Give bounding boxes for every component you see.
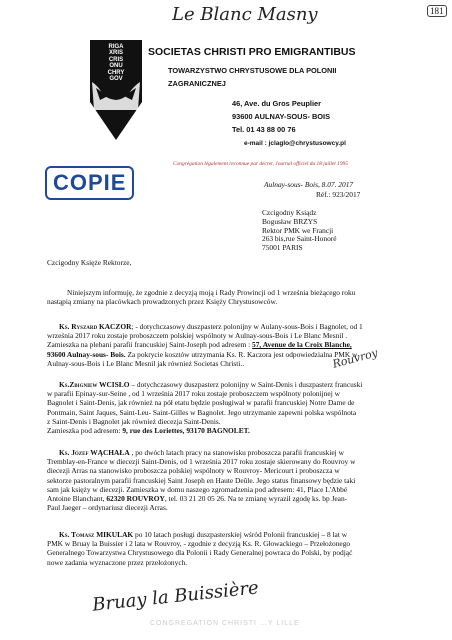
body-text: Zamieszka pod adresem:: [47, 426, 123, 436]
body-text: Za pokrycie kosztów utrzymania Ks. R. Kaczora jest odpowiedzialna PMK w: [125, 349, 358, 359]
logo-text: RIGA: [108, 44, 124, 50]
logo-text: XRIS: [108, 50, 123, 57]
body-line: nowe zadania wyznaczone przez przełożonych.: [47, 557, 188, 567]
body-text: ; - dotychczasowy duszpasterz polonijny w Aulany-sous-Bois i Bagnolet, od 1: [131, 322, 363, 331]
polish-name-line-1: TOWARZYSTWO CHRYSTUSOWE DLA POLONII: [168, 66, 337, 75]
body-text: Zamieszka na plebani parafii francuskiej Saint-Joseph pod adresem :: [47, 340, 251, 350]
priest-name: Ks. Tomasz MIKULAK: [59, 530, 134, 539]
recipient-line: Bogusław BRZYS: [262, 216, 318, 226]
recipient-line: Czcigodny Ksiądz: [262, 208, 317, 217]
date-line: Aulnay-sous- Bois, 8.07. 2017: [264, 180, 354, 189]
polish-name-line-2: ZAGRANICZNEJ: [168, 79, 226, 88]
address-line: 46, Ave. du Gros Peuplier: [232, 99, 321, 108]
handwritten-top-note: Le Blanc Masny: [172, 4, 318, 25]
congregation-logo: [86, 40, 146, 140]
faint-stamp: CONGREGATION CHRISTI …Y LILLE: [150, 620, 300, 627]
body-line: sam jak księży w diecezji. Zamieszka w domu naszego zgromadzenia pod adresem: 41, Place L'Abbé: [47, 484, 348, 494]
body-line: PMK w Bruay la Buissier i 2 lata w Rouvroy, - zgodnie z decyzją Ks. R. Głowackiego – Przełożonego: [47, 539, 351, 549]
body-text: Antoine Blanchant,: [47, 494, 107, 504]
body-line: Tremblay-en-France w diecezji Saint-Denis, od 1 września 2017 roku zostaje skierowany do Rouvroy w: [47, 457, 356, 467]
logo-text: CRIS: [108, 56, 124, 63]
logo-text: ONU: [109, 63, 123, 70]
body-line: z Saint-Denis i Bagnolet jak również diecezja Saint-Denis.: [47, 416, 221, 426]
body-text: , po dwóch latach pracy na stanowisku proboszcza parafii francuskiej w: [129, 448, 344, 457]
recipient-block: [262, 209, 337, 253]
body-text: , tel. 03 21 20 05 26. Na te zmianę wyraził zgodę ks. bp Jean-: [164, 494, 348, 504]
body-line: września 2017 roku zostaje proboszczem polskiej wspólnoty w Aulnay-sous-Bois i Le Blanc Mesnil .: [47, 331, 348, 341]
body-line: nastąpią zmiany na placówkach prowadzonych przez Księży Chrystusowców.: [47, 297, 278, 307]
handwritten-margin-note: Rouvroy: [331, 346, 380, 371]
address-highlight: 9, rue des Loriettes, 93170 BAGNOLET.: [122, 426, 250, 436]
address-highlight: 93600 Aulnay-sous- Bois.: [47, 349, 126, 359]
telephone: Tel. 01 43 88 00 76: [232, 125, 296, 134]
body-line: diecezji Arras na stanowisko proboszcza polskiej wspólnoty w Rouvroy- Mericourt i proboszcza w: [47, 466, 340, 476]
recipient-line: 75001 PARIS: [262, 243, 303, 253]
recipient-line: 263 bis,rue Saint-Honoré: [262, 234, 337, 244]
org-name: SOCIETAS CHRISTI PRO EMIGRANTIBUS: [148, 46, 356, 58]
page-corner-number: 181: [427, 5, 447, 17]
body-line: Paul Jaeger – ordynariusz diecezji Arras.: [47, 503, 168, 513]
address-highlight: 62320 ROUVROY: [106, 494, 165, 504]
address-highlight: 57, Avenue de la Croix Blanche,: [252, 340, 352, 350]
body-text: po 10 latach posługi duszpasterskiej wśród Polonii francuskiej – 8 lat w: [133, 530, 348, 539]
body-line: Pontmain, Saint Jaques, Saint-Leu- Saint-Gilles w Bagnolet. Jego utrzymanie zapewni polska wspólnota: [47, 407, 357, 417]
email: e-mail : jclaglo@chrystusowcy.pl: [244, 140, 346, 147]
paragraph-wachala: [47, 448, 413, 512]
body-line: Bagnolet i Saint-Denis, jak również na pół etatu będzie posługiwał w parafii francuskiej Notre Dame de: [47, 398, 355, 408]
paragraph-wcislo: [47, 380, 413, 435]
body-line: sektorze pastoralnym parafii francuskiej Saint Joseph en Haute Deûle. Jego status finansowy będzie taki: [47, 475, 356, 485]
recipient-line: Rektor PMK we Francji: [262, 225, 334, 235]
body-line: Niniejszym informuję, że zgodnie z decyzją moją i Rady Prowincji od 1 września bieżącego roku: [67, 288, 356, 297]
body-line: Generalnego Towarzystwa Chrystusowego dla Polonii i Rady Generalnej powraca do Polski, by podjąć: [47, 548, 353, 558]
copie-stamp: COPIE: [45, 166, 134, 200]
body-line: Aulnay-sous-Bois i Le Blanc Mesnil jak również Societas Christi..: [47, 358, 245, 368]
body-line: w parafii Epinay-sur-Seine , od 1 września 2017 roku zostaje proboszczem wspólnoty polonijnej w: [47, 389, 340, 399]
body-text: – dotychczasowy duszpasterz polonijny w Saint-Denis i duszpasterz francuski: [129, 380, 363, 389]
salutation: Czcigodny Księże Rektorze,: [47, 258, 132, 267]
reference-line: Réf.: 923/2017: [316, 190, 361, 199]
logo-text: GOV: [109, 76, 123, 83]
handwritten-bottom-signature: Bruay la Buissière: [91, 577, 260, 616]
paragraph-intro: [47, 288, 413, 306]
priest-name: Ks. Józef WĄCHAŁA: [59, 448, 130, 457]
paragraph-mikulak: [47, 530, 413, 567]
logo-text: CHRY: [107, 69, 125, 76]
city-line: 93600 AULNAY-SOUS- BOIS: [232, 112, 331, 121]
priest-name: Ks. Ryszard KACZOR: [59, 322, 132, 331]
legal-notice: Congrégation légalement reconnue par décret, Journal officiel du 18 juillet 1995: [173, 161, 348, 167]
priest-name: Ks.Zbigniew WCISŁO: [59, 380, 130, 389]
